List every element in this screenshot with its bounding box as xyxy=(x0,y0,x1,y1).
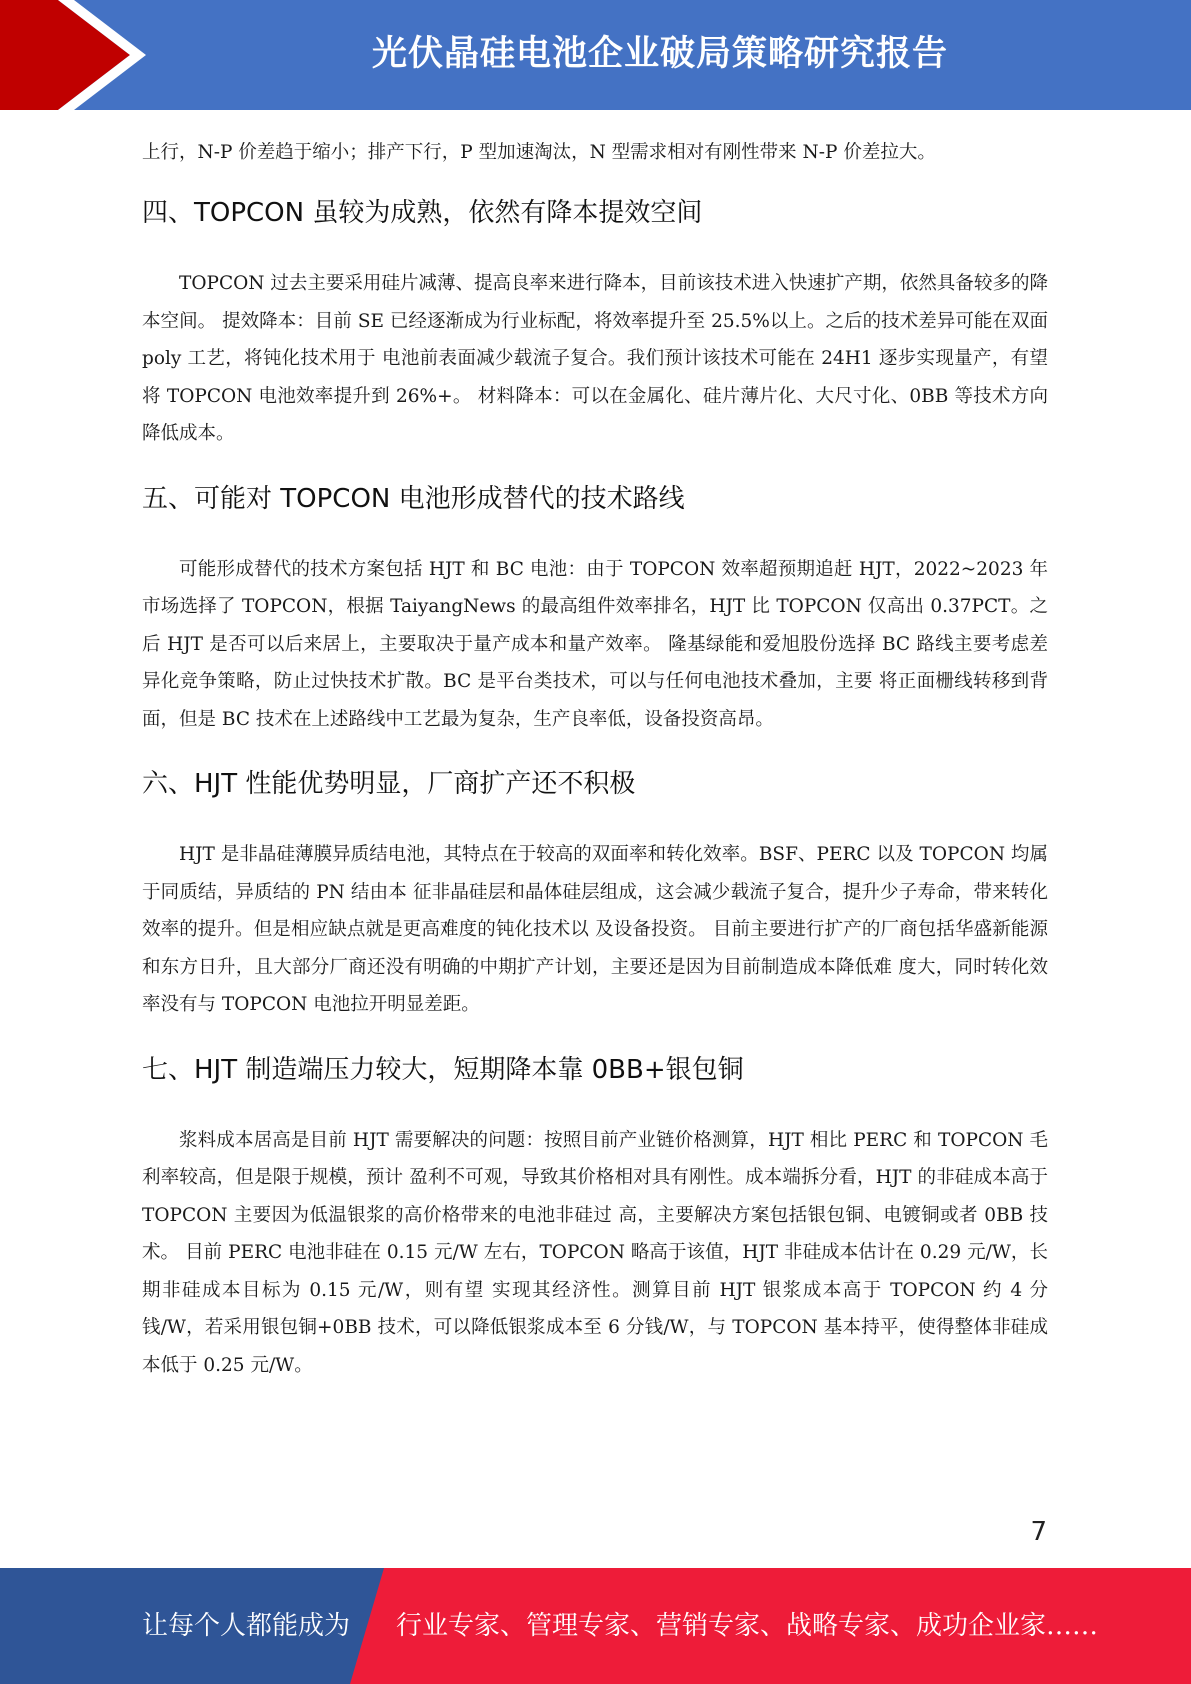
section-paragraph: 可能形成替代的技术方案包括 HJT 和 BC 电池：由于 TOPCON 效率超预期追赶 HJT，2022~2023 年市场选择了 TOPCON，根据 TaiyangNews 的最高组件效率排名，HJT 比 TOPCON 仅高出 0.37PCT。之后 HJT 是否可以后来居上，主要取决于量产成本和量产效率。 隆基绿能和爱旭股份选择 BC 路线主要考虑差异化竞争策略，防止过快技术扩散。BC 是平台类技术，可以与任何电池技术叠加，主要 将正面栅线转移到背面，但是 BC 技术在上述路线中工艺最为复杂，生产良率低，设备投资高昂。 xyxy=(142,558,1048,730)
section-7 xyxy=(142,1048,1048,1385)
section-heading: 五、可能对 TOPCON 电池形成替代的技术路线 xyxy=(142,483,685,514)
page-content xyxy=(142,134,1048,1384)
section-heading: 六、HJT 性能优势明显，厂商扩产还不积极 xyxy=(142,769,636,799)
section-heading: 七、HJT 制造端压力较大，短期降本靠 0BB+银包铜 xyxy=(142,1054,744,1085)
section-paragraph: 浆料成本居高是目前 HJT 需要解决的问题：按照目前产业链价格测算，HJT 相比 PERC 和 TOPCON 毛利率较高，但是限于规模，预计 盈利不可观，导致其价格相对具有刚性。成本端拆分看，HJT 的非硅成本高于 TOPCON 主要因为低温银浆的高价格带来的电池非硅过 高，主要解决方案包括银包铜、电镀铜或者 0BB 技术。 目前 PERC 电池非硅在 0.15 元/W 左右，TOPCON 略高于该值，HJT 非硅成本估计在 0.29 元/W，长期非硅成本目标为 0.15 元/W，则有望 实现其经济性。测算目前 HJT 银浆成本高于 TOPCON 约 4 分钱/W，若采用银包铜+0BB 技术，可以降低银浆成本至 6 分钱/W，与 TOPCON 基本持平，使得整体非硅成本低于 0.25 元/W。 xyxy=(142,1129,1048,1376)
footer-slogan-left: 让每个人都能成为 xyxy=(142,1611,351,1641)
section-paragraph: HJT 是非晶硅薄膜异质结电池，其特点在于较高的双面率和转化效率。BSF、PERC 以及 TOPCON 均属于同质结，异质结的 PN 结由本 征非晶硅层和晶体硅层组成，这会减少载流子复合，提升少子寿命，带来转化效率的提升。但是相应缺点就是更高难度的钝化技术以 及设备投资。 目前主要进行扩产的厂商包括华盛新能源和东方日升，且大部分厂商还没有明确的中期扩产计划，主要还是因为目前制造成本降低难 度大，同时转化效率没有与 TOPCON 电池拉开明显差距。 xyxy=(142,844,1048,1015)
page-number: 7 xyxy=(1030,1517,1047,1547)
section-heading: 四、TOPCON 虽较为成熟，依然有降本提效空间 xyxy=(142,198,703,228)
section-6 xyxy=(142,762,1048,1024)
section-paragraph: TOPCON 过去主要采用硅片减薄、提高良率来进行降本，目前该技术进入快速扩产期，依然具备较多的降本空间。 提效降本：目前 SE 已经逐渐成为行业标配，将效率提升至 25.5%以上。之后的技术差异可能在双面 poly 工艺，将钝化技术用于 电池前表面减少载流子复合。我们预计该技术可能在 24H1 逐步实现量产，有望将 TOPCON 电池效率提升到 26%+。 材料降本：可以在金属化、硅片薄片化、大尺寸化、0BB 等技术方向降低成本。 xyxy=(142,273,1048,444)
footer-banner xyxy=(0,1568,1191,1684)
continued-paragraph: 上行，N-P 价差趋于缩小；排产下行，P 型加速淘汰，N 型需求相对有刚性带来 N-P 价差拉大。 xyxy=(142,142,936,163)
footer-slogan-right: 行业专家、管理专家、营销专家、战略专家、成功企业家…… xyxy=(396,1611,1099,1641)
report-title: 光伏晶硅电池企业破局策略研究报告 xyxy=(371,34,948,74)
header-banner xyxy=(0,0,1191,110)
section-5 xyxy=(142,477,1048,739)
section-4 xyxy=(142,191,1048,453)
